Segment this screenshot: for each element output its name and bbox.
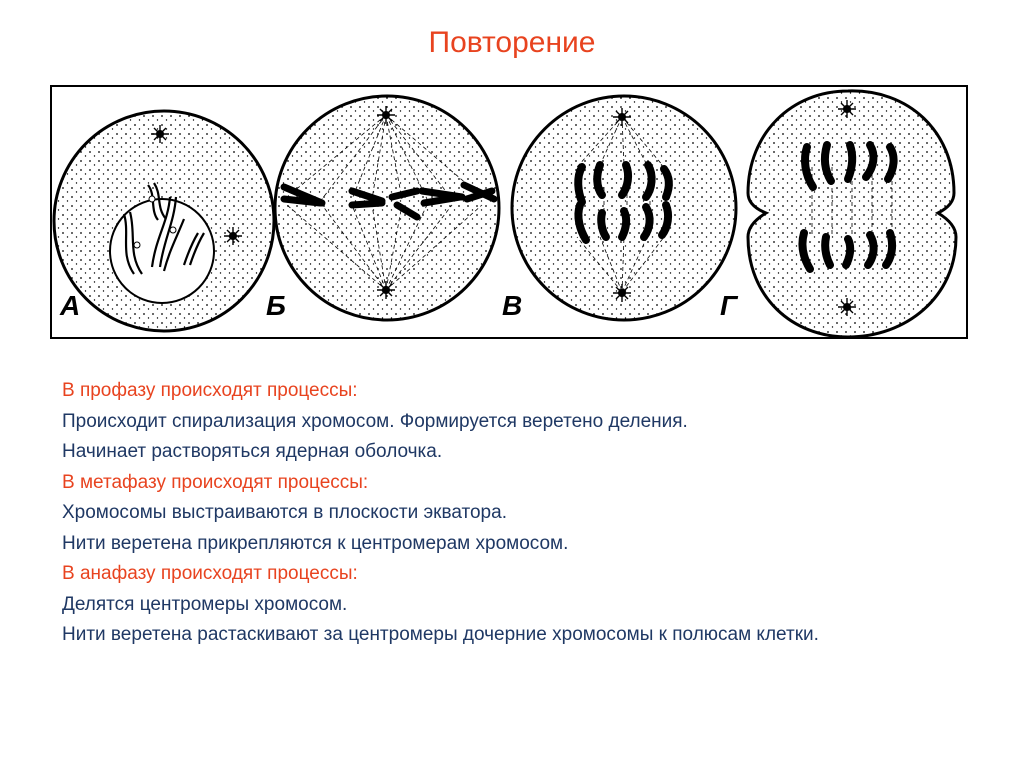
cell-metaphase [275,96,499,320]
panel-label-v: В [502,290,523,321]
prophase-line-1: Происходит спирализация хромосом. Формируется веретено деления. [62,410,688,432]
anaphase-heading: В анафазу происходят процессы: [62,563,358,584]
cell-telophase [748,91,956,337]
mitosis-figure [50,85,968,339]
slide-title: Повторение [428,26,596,59]
panel-label-a: А [60,290,81,321]
prophase-line-2: Начинает растворяться ядерная оболочка. [62,441,443,462]
panel-label-g: Г [720,290,738,321]
cell-anaphase [512,96,736,320]
metaphase-line-1: Хромосомы выстраиваются в плоскости экватора. [62,502,507,523]
anaphase-line-1: Делятся центромеры хромосом. [62,593,348,615]
metaphase-line-2: Нити веретена прикрепляются к центромерам хромосом. [62,532,569,554]
metaphase-heading: В метафазу происходят процессы: [62,471,369,493]
cell-prophase [54,111,274,331]
mitosis-diagram [52,87,968,339]
panel-label-b: Б [266,290,286,321]
anaphase-line-2: Нити веретена растаскивают за центромеры дочерние хромосомы к полюсам клетки. [62,624,819,645]
phase-notes [62,376,962,651]
prophase-heading: В профазу происходят процессы: [62,380,358,401]
